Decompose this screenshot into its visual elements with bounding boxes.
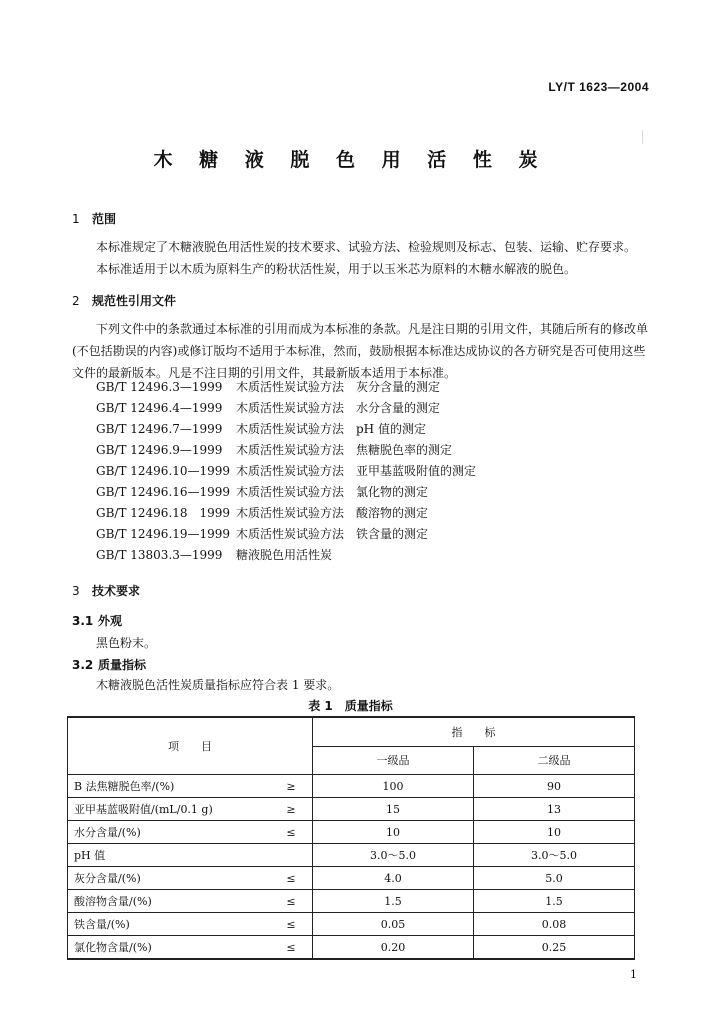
reference-code: GB/T 12496.19—1999 bbox=[96, 527, 231, 541]
reference-item bbox=[96, 545, 476, 566]
row-item: 氯化物含量/(%) bbox=[68, 936, 271, 960]
section-title: 技术要求 bbox=[92, 584, 141, 598]
row-first-grade-value: 0.20 bbox=[313, 936, 474, 960]
row-item: B 法焦糖脱色率/(%) bbox=[68, 775, 271, 798]
header-group: 指 标 bbox=[313, 717, 635, 746]
reference-item bbox=[96, 377, 476, 398]
row-operator: ≤ bbox=[270, 913, 313, 936]
table-row bbox=[68, 867, 635, 890]
section-number: 3 bbox=[72, 584, 80, 598]
row-first-grade-value: 3.0～5.0 bbox=[313, 844, 474, 867]
row-item: 铁含量/(%) bbox=[68, 913, 271, 936]
reference-code: GB/T 12496.4—1999 bbox=[96, 401, 223, 415]
row-operator bbox=[270, 844, 313, 867]
reference-item bbox=[96, 524, 476, 545]
row-first-grade-value: 10 bbox=[313, 821, 474, 844]
section-number: 1 bbox=[72, 212, 80, 226]
reference-code: GB/T 12496.9—1999 bbox=[96, 443, 223, 457]
subsection-title: 质量指标 bbox=[98, 658, 147, 672]
scope-paragraph-2: 本标准适用于以木质为原料生产的粉状活性炭，用于以玉米芯为原料的木糖水解液的脱色。 bbox=[96, 262, 577, 276]
table-row bbox=[68, 844, 635, 867]
header-second-grade: 二级品 bbox=[474, 746, 635, 774]
row-item: pH 值 bbox=[68, 844, 271, 867]
section-title: 范围 bbox=[92, 212, 117, 226]
page-number: 1 bbox=[630, 968, 637, 981]
row-operator: ≥ bbox=[270, 775, 313, 798]
reference-item bbox=[96, 419, 476, 440]
subsection-number: 3.1 bbox=[72, 614, 94, 628]
section-number: 2 bbox=[72, 294, 80, 308]
subsection-3-1-heading bbox=[72, 612, 122, 629]
header-item: 项 目 bbox=[68, 717, 313, 775]
section-3-heading bbox=[72, 582, 140, 599]
row-second-grade-value: 5.0 bbox=[474, 867, 635, 890]
standard-code: LY/T 1623—2004 bbox=[548, 80, 649, 94]
row-operator: ≤ bbox=[270, 890, 313, 913]
row-item: 灰分含量/(%) bbox=[68, 867, 271, 890]
row-first-grade-value: 15 bbox=[313, 798, 474, 821]
normative-reference-list bbox=[96, 377, 476, 566]
reference-title: 木质活性炭试验方法 铁含量的测定 bbox=[236, 527, 429, 541]
refs-intro-paragraph: 下列文件中的条款通过本标准的引用而成为本标准的条款。凡是注日期的引用文件，其随后所有的修改单(不包括勘误的内容)或修订版均不适用于本标准，然而，鼓励根据本标准达成协议的各方研究是否可使用这些文件的最新版本。凡是不注日期的引用文件，其最新版本适用于本标准。 bbox=[72, 322, 649, 380]
reference-item bbox=[96, 503, 476, 524]
reference-title: 木质活性炭试验方法 焦糖脱色率的测定 bbox=[236, 443, 453, 457]
document-title: 木 糖 液 脱 色 用 活 性 炭 bbox=[153, 149, 548, 171]
header-first-grade: 一级品 bbox=[313, 746, 474, 774]
table-header-row bbox=[68, 717, 635, 746]
scope-paragraph-1: 本标准规定了木糖液脱色用活性炭的技术要求、试验方法、检验规则及标志、包装、运输、贮存要求。 bbox=[96, 240, 637, 254]
reference-item bbox=[96, 482, 476, 503]
section-title: 规范性引用文件 bbox=[92, 294, 177, 308]
table-row bbox=[68, 775, 635, 798]
row-second-grade-value: 0.25 bbox=[474, 936, 635, 960]
subsection-number: 3.2 bbox=[72, 658, 94, 672]
reference-item bbox=[96, 398, 476, 419]
row-operator: ≤ bbox=[270, 867, 313, 890]
reference-title: 木质活性炭试验方法 灰分含量的测定 bbox=[236, 380, 441, 394]
table-caption: 表 1 质量指标 bbox=[308, 699, 393, 713]
reference-title: 木质活性炭试验方法 水分含量的测定 bbox=[236, 401, 441, 415]
row-item: 水分含量/(%) bbox=[68, 821, 271, 844]
row-second-grade-value: 13 bbox=[474, 798, 635, 821]
row-second-grade-value: 3.0～5.0 bbox=[474, 844, 635, 867]
row-first-grade-value: 100 bbox=[313, 775, 474, 798]
row-item: 亚甲基蓝吸附值/(mL/0.1 g) bbox=[68, 798, 271, 821]
quality-index-table bbox=[67, 716, 635, 960]
reference-code: GB/T 12496.18 1999 bbox=[96, 506, 231, 520]
row-first-grade-value: 1.5 bbox=[313, 890, 474, 913]
reference-code: GB/T 13803.3—1999 bbox=[96, 548, 223, 562]
table-row bbox=[68, 936, 635, 960]
appearance-text: 黑色粉末。 bbox=[96, 636, 157, 650]
scan-artifact bbox=[642, 130, 643, 144]
section-1-heading bbox=[72, 210, 116, 227]
row-item: 酸溶物含量/(%) bbox=[68, 890, 271, 913]
row-first-grade-value: 0.05 bbox=[313, 913, 474, 936]
reference-code: GB/T 12496.10—1999 bbox=[96, 464, 231, 478]
reference-code: GB/T 12496.7—1999 bbox=[96, 422, 223, 436]
reference-title: 糖液脱色用活性炭 bbox=[236, 548, 333, 562]
row-second-grade-value: 90 bbox=[474, 775, 635, 798]
quality-requirement-text: 木糖液脱色活性炭质量指标应符合表 1 要求。 bbox=[96, 678, 340, 692]
row-operator: ≤ bbox=[270, 936, 313, 960]
subsection-title: 外观 bbox=[98, 614, 123, 628]
table-row bbox=[68, 821, 635, 844]
table-row bbox=[68, 798, 635, 821]
reference-title: 木质活性炭试验方法 氯化物的测定 bbox=[236, 485, 429, 499]
reference-code: GB/T 12496.3—1999 bbox=[96, 380, 223, 394]
row-first-grade-value: 4.0 bbox=[313, 867, 474, 890]
subsection-3-2-heading bbox=[72, 656, 146, 673]
reference-title: 木质活性炭试验方法 pH 值的测定 bbox=[236, 422, 426, 436]
row-second-grade-value: 0.08 bbox=[474, 913, 635, 936]
table-row bbox=[68, 890, 635, 913]
row-operator: ≥ bbox=[270, 798, 313, 821]
row-second-grade-value: 10 bbox=[474, 821, 635, 844]
reference-item bbox=[96, 440, 476, 461]
reference-title: 木质活性炭试验方法 亚甲基蓝吸附值的测定 bbox=[236, 464, 477, 478]
reference-title: 木质活性炭试验方法 酸溶物的测定 bbox=[236, 506, 429, 520]
table-row bbox=[68, 913, 635, 936]
section-2-heading bbox=[72, 292, 176, 309]
reference-code: GB/T 12496.16—1999 bbox=[96, 485, 231, 499]
row-second-grade-value: 1.5 bbox=[474, 890, 635, 913]
reference-item bbox=[96, 461, 476, 482]
row-operator: ≤ bbox=[270, 821, 313, 844]
